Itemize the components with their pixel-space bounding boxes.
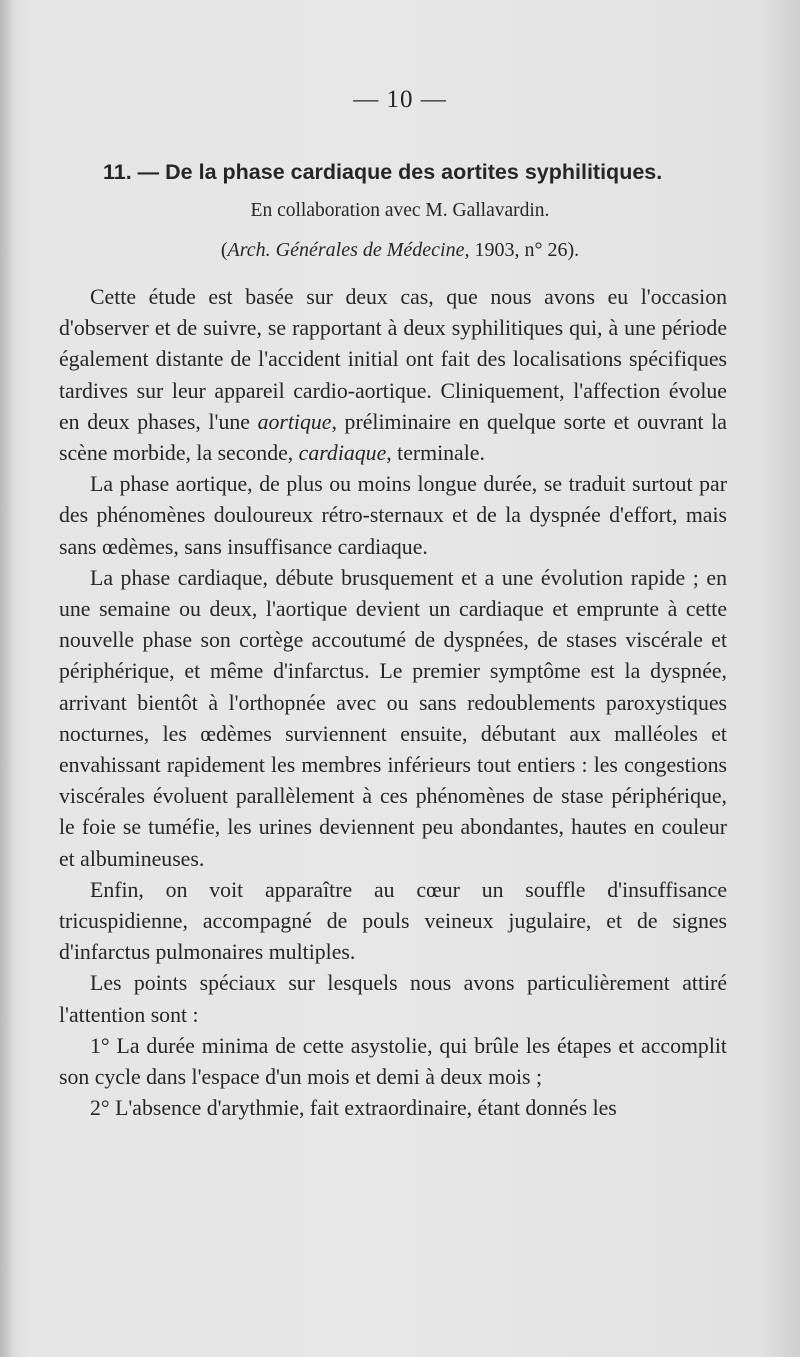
p1-c: , préliminaire en quelque sorte et ouvrant la scène morbide, la seconde, [59, 409, 727, 466]
paragraph-6: 1° La durée minima de cette asystolie, qui brûle les étapes et accomplit son cycle dans l'espace d'un mois et demi à deux mois ; [59, 1033, 727, 1090]
p1-italic-aortique: aortique [257, 409, 332, 434]
citation-journal: Arch. Générales de Médecine, [227, 239, 470, 261]
p1-e: , terminale. [386, 441, 485, 466]
paragraph-3: La phase cardiaque, débute brusquement et a une évolution rapide ; en une semaine ou deux, l'aortique devient un cardiaque et emprunte à cette nouvelle phase son cortège accoutumé de dyspnées, de stases viscérale et périphérique, et même d'infarctus. Le premier symptôme est la dyspnée, arrivant bientôt à l'orthopnée avec ou sans redoublements paroxystiques nocturnes, les œdèmes surviennent ensuite, débutant aux malléoles et envahissant rapidement les membres inférieurs tout entiers : les congestions viscérales évoluent parallèlement à ces phénomènes de stase périphérique, le foie se tuméfie, les urines deviennent peu abondantes, hautes en couleur et albumineuses. [59, 565, 727, 871]
p1-a: Cette étude est basée sur deux cas, que nous avons eu l'occasion d'observer et de suivre, se rapportant à deux syphilitiques qui, à une période également distante de l'accident initial ont fait des localisations spécifiques tardives sur leur appareil cardio-aortique. Cliniquement, l'affection évolue en deux phases, l'une [59, 285, 727, 434]
paragraph-4: Enfin, on voit apparaître au cœur un souffle d'insuffisance tricuspidienne, accompagné de pouls veineux jugulaire, et de signes d'infarctus pulmonaires multiples. [59, 877, 727, 965]
section-heading: 11. — De la phase cardiaque des aortites syphilitiques. [103, 160, 663, 184]
citation-line [0, 239, 800, 262]
paragraph-7: 2° L'absence d'arythmie, fait extraordinaire, étant donnés les [90, 1096, 617, 1121]
citation-open: ( [220, 239, 228, 261]
citation-details: 1903, n° 26). [469, 239, 580, 261]
paragraph-2: La phase aortique, de plus ou moins longue durée, se traduit surtout par des phénomènes douloureux rétro-sternaux et de la dyspnée d'effort, mais sans œdèmes, sans insuffisance cardiaque. [59, 472, 727, 559]
p1-italic-cardiaque: cardiaque [298, 441, 387, 466]
paragraph-5: Les points spéciaux sur lesquels nous avons particulièrement attiré l'attention sont : [59, 971, 727, 1027]
paragraph-1 [59, 282, 727, 469]
page-number: — 10 — [353, 86, 447, 113]
collaboration-line: En collaboration avec M. Gallavardin. [250, 200, 550, 221]
body-text [59, 282, 727, 1124]
